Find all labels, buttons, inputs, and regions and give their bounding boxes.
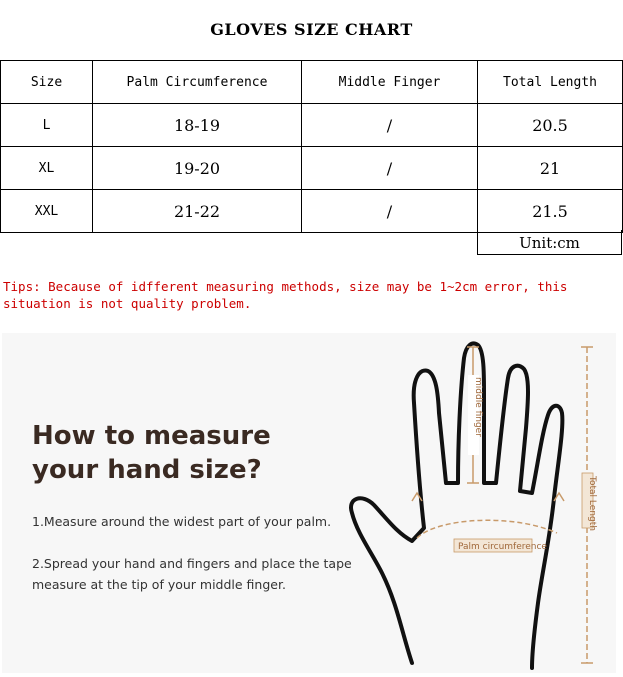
table-row [1, 104, 623, 147]
size-cell: XL [1, 147, 93, 190]
guide-heading-line2: your hand size? [32, 455, 262, 485]
palm-arc-line [417, 520, 557, 538]
page-title: GLOVES SIZE CHART [210, 20, 413, 39]
total-length-cell: 21.5 [478, 190, 623, 233]
palm-cell: 18-19 [93, 104, 302, 147]
middle-finger-cell: / [302, 147, 478, 190]
middle-finger-cell: / [302, 190, 478, 233]
hand-illustration [342, 333, 614, 673]
size-chart-table [0, 60, 623, 233]
hand-outline-icon [351, 344, 562, 668]
guide-step-2: 2.Spread your hand and fingers and place the tape measure at the tip of your middle finger. [32, 556, 352, 592]
column-header-total-length: Total Length [478, 61, 623, 104]
tips-note: Tips: Because of idfferent measuring methods, size may be 1~2cm error, this situation is not quality problem. [3, 279, 568, 311]
middle-finger-label: middle finger [473, 377, 483, 437]
size-cell: L [1, 104, 93, 147]
guide-step-1: 1.Measure around the widest part of your palm. [32, 514, 332, 529]
middle-finger-cell: / [302, 104, 478, 147]
total-length-cell: 20.5 [478, 104, 623, 147]
column-header-middle-finger: Middle Finger [302, 61, 478, 104]
table-header-row [1, 61, 623, 104]
total-length-cell: 21 [478, 147, 623, 190]
measure-guide-panel [2, 333, 616, 673]
table-row [1, 190, 623, 233]
table-row [1, 147, 623, 190]
size-cell: XXL [1, 190, 93, 233]
palm-cell: 19-20 [93, 147, 302, 190]
palm-cell: 21-22 [93, 190, 302, 233]
unit-label: Unit:cm [477, 230, 622, 255]
palm-circumference-label: Palm circumference [458, 542, 547, 552]
column-header-palm: Palm Circumference [93, 61, 302, 104]
column-header-size: Size [1, 61, 93, 104]
guide-heading [32, 419, 271, 487]
guide-heading-line1: How to measure [32, 421, 271, 451]
total-length-label: Total Length [587, 476, 597, 531]
